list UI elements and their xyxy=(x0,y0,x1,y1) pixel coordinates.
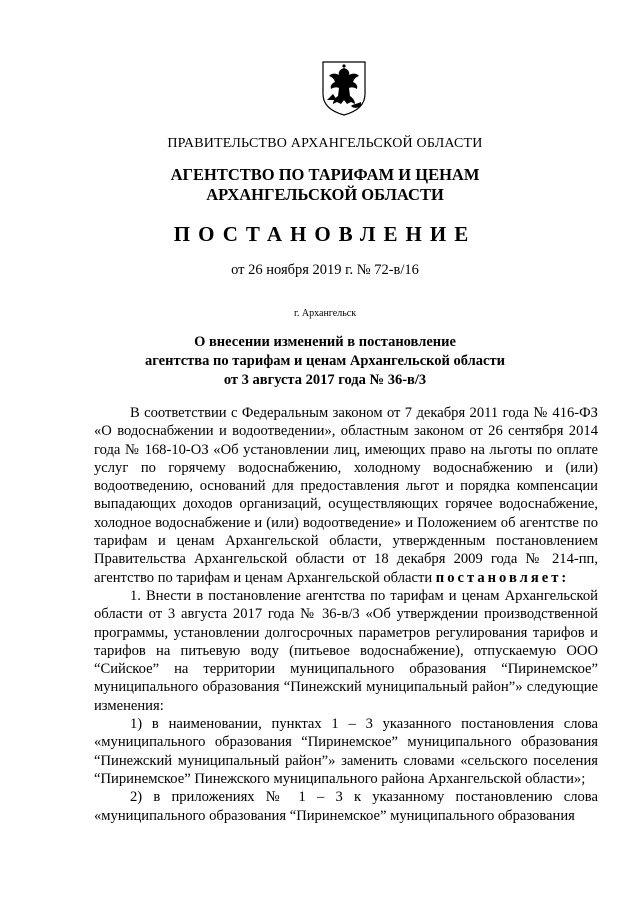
subject-line2: агентства по тарифам и ценам Архангельской области xyxy=(145,353,505,369)
item-1-1-paragraph: 1) в наименовании, пунктах 1 – 3 указанного постановления слова «муниципального образования “Пиринемское” муниципального образования “Пинежский муниципальный район”» заменить словами «сельского поселения “Пиринемское” Пинежского муниципального района Архангельской области»; xyxy=(94,716,598,787)
government-name: ПРАВИТЕЛЬСТВО АРХАНГЕЛЬСКОЙ ОБЛАСТИ xyxy=(167,136,483,151)
item-1-paragraph: 1. Внести в постановление агентства по тарифам и ценам Архангельской области от 3 августа 2017 года № 36-в/3 «Об утверждении производственной программы, установлении долгосрочных параметров регулирования тарифов и тарифов на питьевую воду (питьевое водоснабжение), отпускаемую ООО “Сийское” на территории муниципального образования “Пиринемское” муниципального образования “Пинежский муниципальный район”» следующие изменения: xyxy=(94,587,598,714)
item-1-2-paragraph: 2) в приложениях № 1 – 3 к указанному постановлению слова «муниципального образования “Пиринемское” муниципального образования xyxy=(94,789,598,824)
agency-name-line2: АРХАНГЕЛЬСКОЙ ОБЛАСТИ xyxy=(206,185,444,204)
subject-line3: от 3 августа 2017 года № 36-в/3 xyxy=(223,372,427,388)
document-body xyxy=(94,404,598,825)
preamble-paragraph xyxy=(94,404,598,587)
resolves-word: постановляет: xyxy=(435,569,570,586)
city-name: г. Архангельск xyxy=(293,308,357,319)
document-type: ПОСТАНОВЛЕНИЕ xyxy=(173,222,477,246)
document-subject xyxy=(80,333,570,390)
preamble-text: В соответствии с Федеральным законом от 7 декабря 2011 года № 416-ФЗ «О водоснабжении и водоотведении», областным законом от 26 сентября 2014 года № 168-10-ОЗ «Об установлении лиц, имеющих право на льготы по оплате услуг по горячему водоснабжению, холодному водоснабжению и (или) водоотведению, оснований для предоставления льгот и порядка компенсации выпадающих доходов организаций, осуществляющих горячее водоснабжение, холодное водоснабжение и (или) водоотведение» и Положением об агентстве по тарифам и ценам Архангельской области, утвержденным постановлением Правительства Архангельской области от 18 декабря 2009 года № 214-пп, агентство по тарифам и ценам Архангельской области xyxy=(94,405,598,586)
agency-name xyxy=(80,165,570,205)
subject-line1: О внесении изменений в постановление xyxy=(194,334,456,350)
date-and-number: от 26 ноября 2019 г. № 72-в/16 xyxy=(231,262,419,278)
agency-name-line1: АГЕНТСТВО ПО ТАРИФАМ И ЦЕНАМ xyxy=(170,165,480,184)
coat-of-arms-icon xyxy=(321,60,367,116)
